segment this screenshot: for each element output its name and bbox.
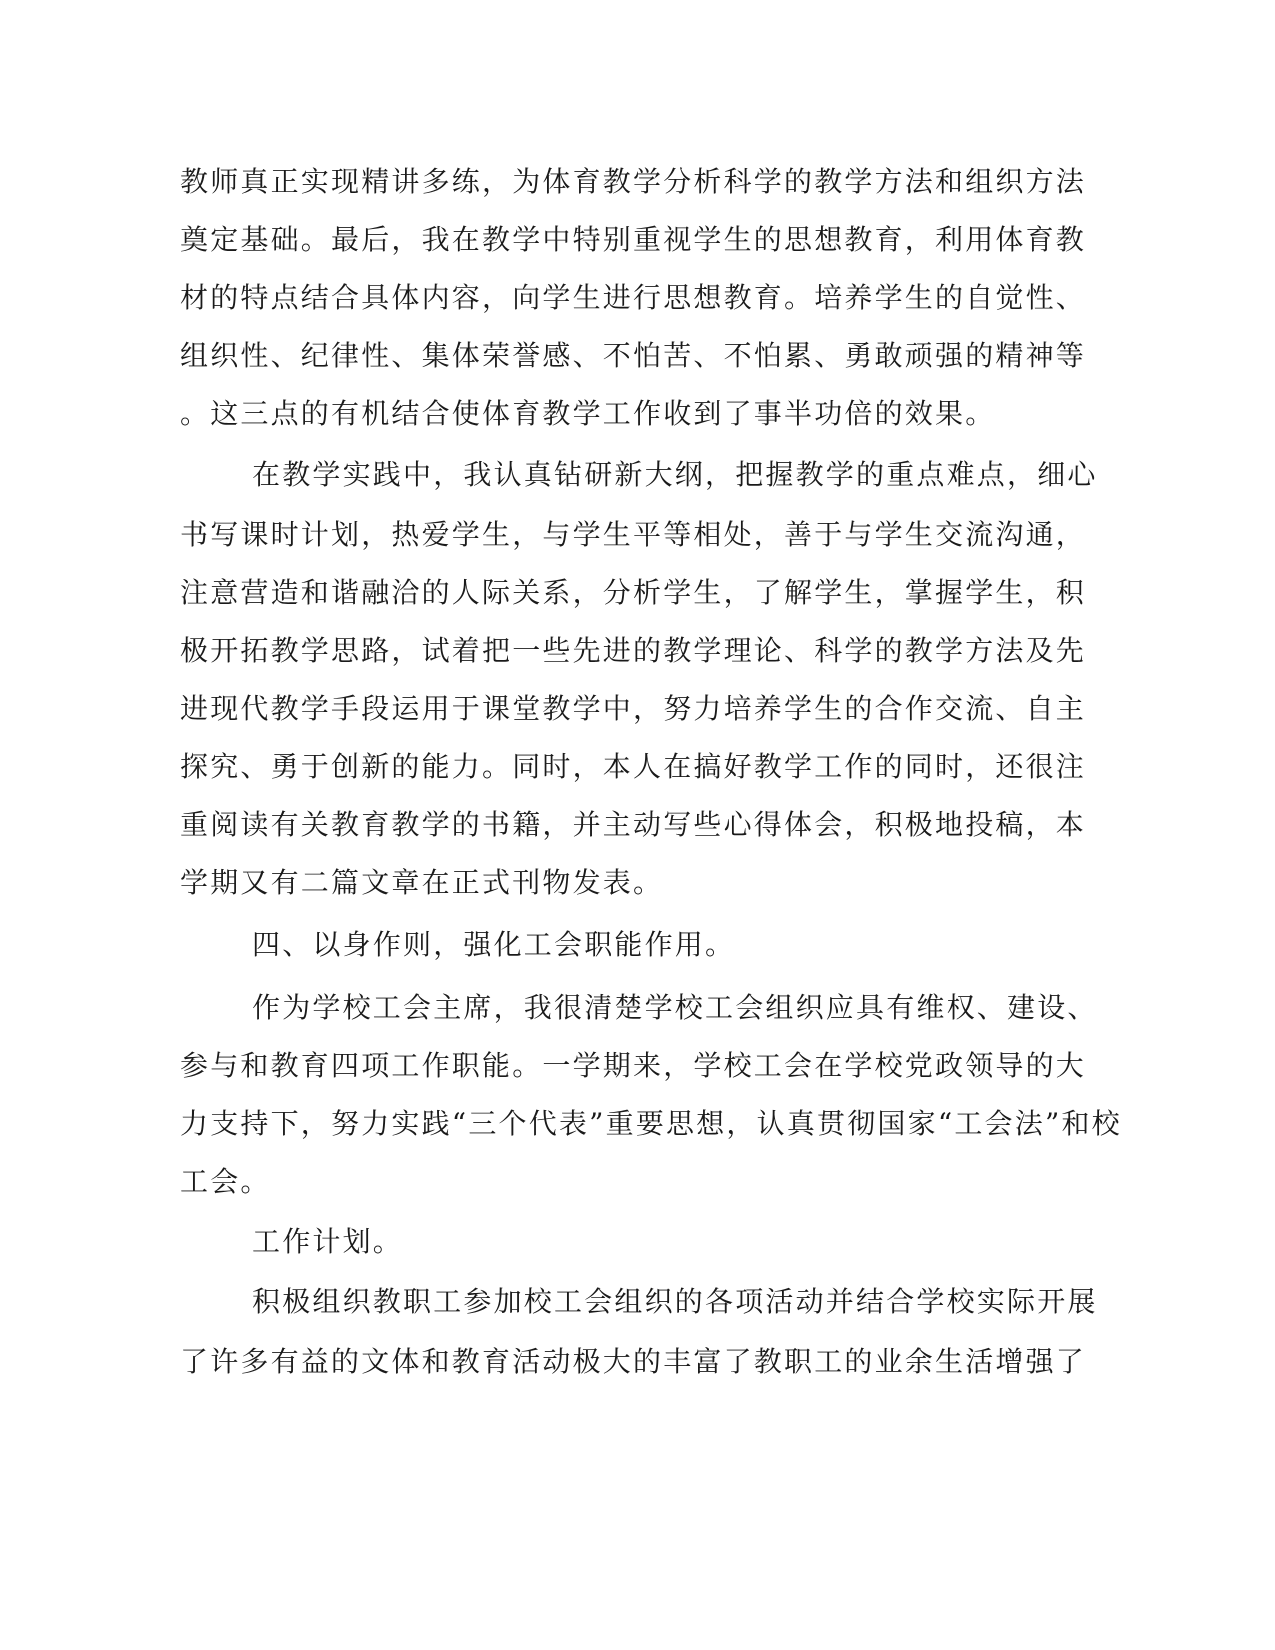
paragraph-line: 在教学实践中，我认真钻研新大纲，把握教学的重点难点，细心 [252,458,1098,491]
paragraph-line: 积极组织教职工参加校工会组织的各项活动并结合学校实际开展 [252,1285,1098,1318]
paragraph-line: 教师真正实现精讲多练，为体育教学分析科学的教学方法和组织方法 [180,165,1087,198]
paragraph-line: 书写课时计划，热爱学生，与学生平等相处，善于与学生交流沟通， [180,518,1087,551]
paragraph-line: 组织性、纪律性、集体荣誉感、不怕苦、不怕累、勇敢顽强的精神等 [180,339,1087,372]
paragraph-line: 了许多有益的文体和教育活动极大的丰富了教职工的业余生活增强了 [180,1345,1087,1378]
paragraph-line: 重阅读有关教育教学的书籍，并主动写些心得体会，积极地投稿，本 [180,808,1087,841]
paragraph-line: 极开拓教学思路，试着把一些先进的教学理论、科学的教学方法及先 [180,634,1087,667]
paragraph-line: 作为学校工会主席，我很清楚学校工会组织应具有维权、建设、 [252,991,1098,1024]
paragraph-line: 探究、勇于创新的能力。同时，本人在搞好教学工作的同时，还很注 [180,750,1087,783]
paragraph-line: 注意营造和谐融洽的人际关系，分析学生，了解学生，掌握学生，积 [180,576,1087,609]
section-heading: 四、以身作则，强化工会职能作用。 [252,928,736,961]
paragraph-line: 工作计划。 [252,1225,404,1258]
paragraph-line: 材的特点结合具体内容，向学生进行思想教育。培养学生的自觉性、 [180,281,1087,314]
paragraph-line: 工会。 [180,1165,271,1198]
paragraph-line: 进现代教学手段运用于课堂教学中，努力培养学生的合作交流、自主 [180,692,1087,725]
paragraph-line: 奠定基础。最后，我在教学中特别重视学生的思想教育，利用体育教 [180,223,1087,256]
paragraph-line: 参与和教育四项工作职能。一学期来，学校工会在学校党政领导的大 [180,1049,1087,1082]
paragraph-line: 学期又有二篇文章在正式刊物发表。 [180,866,664,899]
paragraph-line: 。这三点的有机结合使体育教学工作收到了事半功倍的效果。 [180,397,996,430]
paragraph-line: 力支持下，努力实践“三个代表”重要思想，认真贯彻国家“工会法”和校 [180,1107,1122,1140]
